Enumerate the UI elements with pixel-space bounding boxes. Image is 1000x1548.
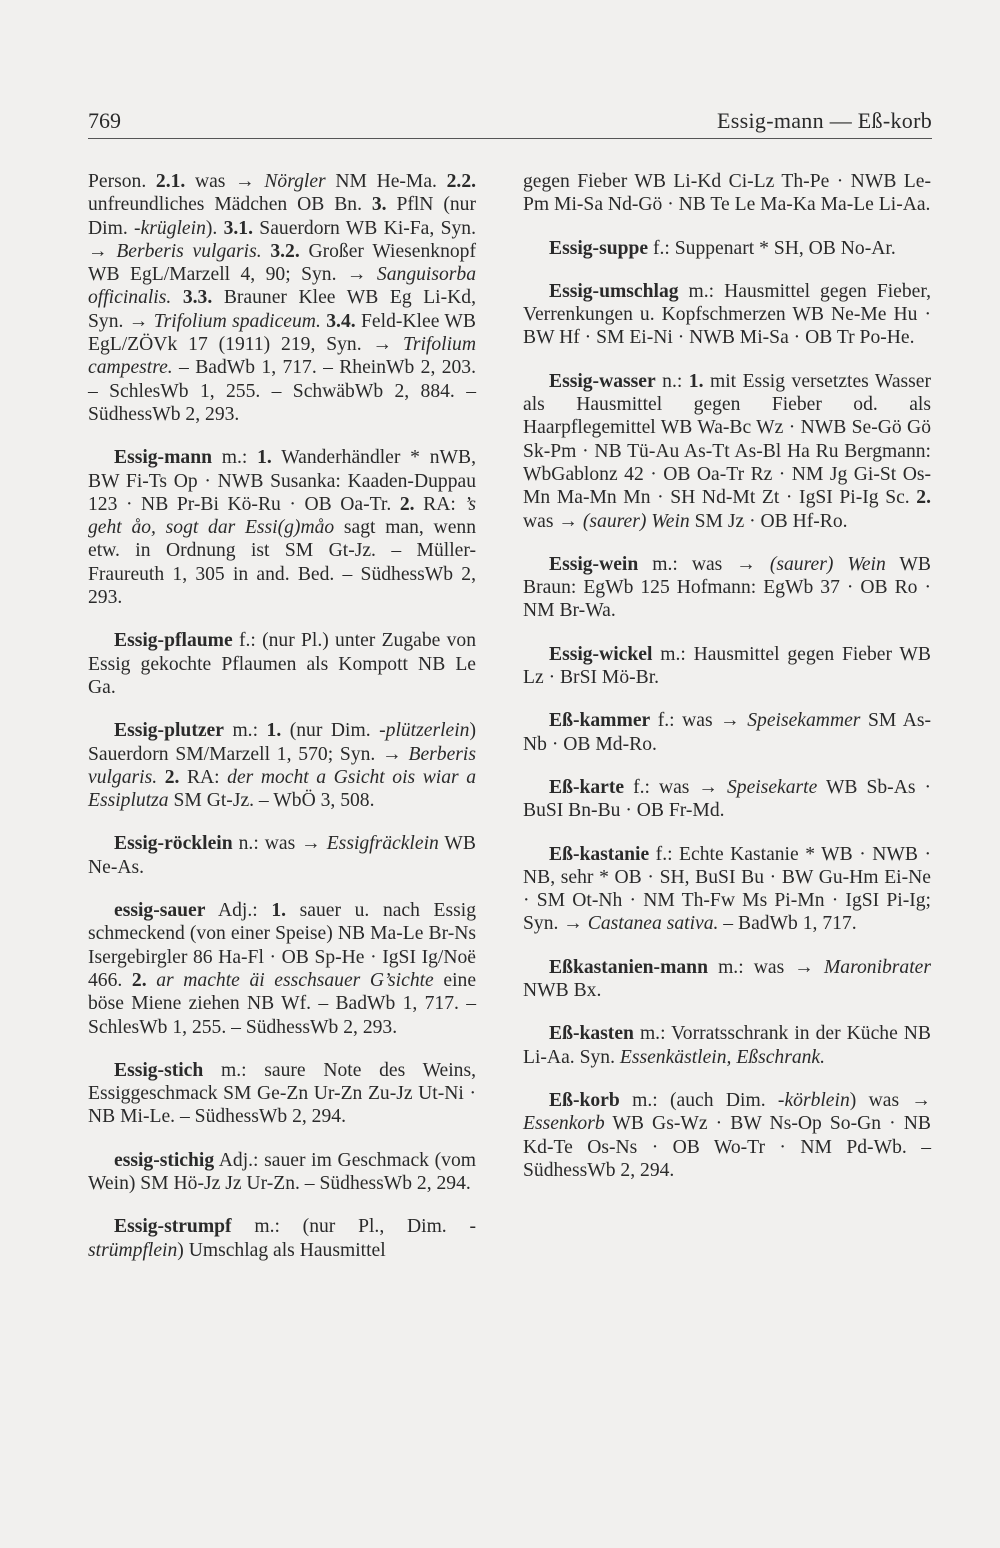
dictionary-entry (523, 709, 931, 756)
headword: 2. (164, 766, 180, 788)
left-column (88, 170, 476, 1282)
entry-text: Adj.: (205, 900, 272, 922)
headword: Essig-wasser (549, 370, 656, 392)
entry-text: was → (185, 171, 265, 192)
headword: Essig-röcklein (114, 833, 233, 855)
headword: Eß-karte (549, 776, 625, 798)
italic-text: -körblein (777, 1089, 850, 1111)
headword: Essig-pflaume (114, 630, 233, 652)
entry-text: m.: was → (707, 956, 824, 978)
headword: 1. (266, 720, 282, 742)
italic-text: ar machte äi esschsauer G’sichte (156, 969, 434, 991)
headword: Eß-kastanie (549, 843, 650, 865)
entry-text: Adj.: sauer im Geschmack (vom Wein) SM Hö-Jz Jz Ur-Zn. – SüdhessWb 2, 294. (88, 1149, 476, 1194)
dictionary-entry (88, 899, 476, 1039)
headword: 2. (916, 487, 931, 509)
dictionary-entry (523, 370, 931, 533)
entry-text: (nur Dim. (281, 720, 380, 742)
entry-text: Feld-Klee WB EgL/ZÖVk 17 (1911) 219, Syn. → (88, 310, 476, 356)
entry-text: SM Jz · OB Hf-Ro. (689, 510, 848, 532)
dictionary-entry (523, 553, 931, 623)
italic-text: (saurer) Wein (582, 510, 690, 532)
entry-text: m.: (223, 720, 267, 742)
headword: Essig-stich (114, 1059, 204, 1081)
entry-text: n.: was → (232, 833, 327, 855)
entry-text: f.: (nur Pl.) unter Zugabe von Essig gekochte Pflaumen als Kompott NB Le Ga. (88, 630, 476, 698)
dictionary-entry (88, 719, 476, 812)
headword: 3.1. (223, 217, 253, 239)
dictionary-entry (88, 446, 476, 609)
headword: Eß-kasten (549, 1023, 634, 1045)
entry-text: unfreundliches Mädchen OB Bn. (88, 194, 372, 216)
italic-text: Speisekammer (747, 710, 861, 732)
entry-continuation (523, 170, 931, 217)
entry-text: f.: was → (650, 710, 748, 732)
italic-text: Nörgler (264, 171, 326, 192)
entry-text: m.: (212, 447, 258, 469)
headword: 3. (371, 194, 387, 216)
entry-text (171, 287, 183, 308)
italic-text: (saurer) Wein (769, 553, 886, 575)
headword: Eßkastanien-mann (549, 956, 708, 978)
entry-text: NWB Bx. (523, 980, 602, 1002)
headword: Eß-korb (549, 1089, 620, 1111)
headword: 2. (131, 969, 147, 991)
dictionary-entry (523, 956, 931, 1003)
entry-text: m.: (auch Dim. (619, 1089, 778, 1111)
italic-text: ’s geht åo, sogt dar Essi(g)måo (88, 493, 476, 539)
headword: 3.3. (182, 287, 213, 309)
entry-text: NM He-Ma. (325, 171, 447, 192)
headword: essig-sauer (114, 900, 206, 922)
entry-text: f.: was → (624, 776, 727, 798)
entry-text: n.: (655, 370, 689, 392)
entry-text: – BadWb 1, 717. – RheinWb 2, 203. – SchlesWb 1, 255. – SchwäbWb 2, 884. – SüdhessWb 2, 293. (88, 357, 476, 425)
headword: 1. (271, 900, 287, 922)
dictionary-entry (523, 843, 931, 936)
entry-text (147, 970, 157, 991)
dictionary-entry (523, 280, 931, 350)
headword: 1. (257, 447, 272, 469)
italic-text: der mocht a Gsicht ois wiar a Essiplutza (88, 766, 476, 812)
entry-text: ). (205, 217, 224, 239)
entry-text: WB Sb-As · BuSI Bn-Bu · OB Fr-Md. (523, 776, 931, 822)
italic-text: Maronibrater (823, 956, 931, 978)
italic-text: Essenkästlein, Eßschrank. (619, 1046, 826, 1068)
right-column (523, 170, 931, 1202)
dictionary-entry (523, 237, 931, 260)
entry-text: sagt man, wenn etw. in Ordnung ist SM Gt-Jz. – Müller-Fraureuth 1, 305 in and. Bed. – SüdhessWb 2, 293. (88, 517, 476, 609)
headword: Essig-umschlag (549, 280, 679, 302)
headword: Essig-plutzer (114, 720, 224, 742)
entry-text: was → (523, 510, 583, 532)
entry-text: eine böse Miene ziehen NB Wf. – BadWb 1, 717. – SchlesWb 1, 255. – SüdhessWb 2, 293. (88, 969, 477, 1038)
entry-text: Großer Wiesenknopf WB EgL/Marzell 4, 90; Syn. → (88, 240, 476, 286)
headword: essig-stichig (114, 1149, 215, 1171)
entry-text: WB Ne-As. (88, 833, 476, 878)
entry-text: SM As-Nb · OB Md-Ro. (523, 710, 931, 755)
entry-continuation (88, 170, 476, 426)
headword: Eß-kammer (549, 710, 651, 732)
italic-text: Trifolium campestre. (88, 334, 476, 379)
entry-text: f.: Suppenart * SH, OB No-Ar. (648, 237, 896, 259)
entry-text: m.: (nur Pl., Dim. (231, 1216, 470, 1238)
headword: 1. (688, 370, 704, 392)
dictionary-entry (523, 1089, 931, 1182)
headword: 2. (399, 493, 415, 515)
page-header (88, 108, 932, 139)
italic-text: Trifolium spadiceum. (153, 310, 321, 332)
entry-text: ) Sauerdorn SM/Marzell 1, 570; Syn. → (88, 720, 476, 765)
italic-text: Berberis vulgaris. (116, 240, 262, 262)
entry-text: m.: Hausmittel gegen Fieber, Verrenkungen u. Kopfschmerzen WB Ne-Me Hu · BW Hf · SM Ei-Ni · NWB Mi-Sa · OB Tr Po-He. (523, 280, 931, 349)
entry-text: WB Braun: EgWb 125 Hofmann: EgWb 37 · OB Ro · NM Br-Wa. (523, 553, 931, 622)
entry-text: Wanderhändler * nWB, BW Fi-Ts Op · NWB Susanka: Kaaden-Duppau 123 · NB Pr-Bi Kö-Ru · OB Oa-Tr. (88, 447, 476, 515)
dictionary-entry (523, 776, 931, 823)
page-number: 769 (88, 108, 121, 133)
headword: 3.4. (326, 310, 356, 332)
dictionary-entry (88, 1215, 476, 1262)
headword: 2.2. (446, 171, 477, 192)
headword: 2.1. (155, 171, 186, 192)
entry-text: Sauerdorn WB Ki-Fa, Syn. → (88, 217, 476, 262)
dictionary-entry (523, 1022, 931, 1069)
dictionary-entry (523, 643, 931, 690)
dictionary-entry (88, 832, 476, 879)
entry-text: Brauner Klee WB Eg Li-Kd, Syn. → (88, 287, 476, 332)
entry-text (157, 767, 165, 788)
entry-text: – BadWb 1, 717. (718, 913, 857, 935)
entry-text: gegen Fieber WB Li-Kd Ci-Lz Th-Pe · NWB Le-Pm Mi-Sa Nd-Gö · NB Te Le Ma-Ka Ma-Le Li-Aa. (523, 171, 931, 216)
italic-text: Essigfräcklein (326, 833, 439, 855)
headword: Essig-strumpf (114, 1216, 232, 1238)
entry-text: RA: (179, 766, 228, 788)
italic-text: Essenkorb (523, 1113, 605, 1135)
entry-text: m.: saure Note des Weins, Essiggeschmack SM Ge-Zn Ur-Zn Zu-Jz Ut-Ni · NB Mi-Le. – SüdhessWb 2, 294. (88, 1059, 476, 1128)
headword: Essig-wein (549, 553, 639, 575)
entry-range-title: Essig-mann — Eß-korb (717, 108, 932, 133)
entry-text: Person. (88, 171, 156, 192)
entry-text: mit Essig versetztes Wasser als Hausmittel gegen Fieber od. als Haarpflegemittel WB Wa-Bc Wz · NWB Se-Gö Gö Sk-Pm · NB Tü-Au As-Tt As-Bl Ha Ru Bergmann: WbGablonz 42 · OB Oa-Tr Rz · NM Jg Gi-St Os-Mn Ma-Mn Mn · SH Nd-Mt Zt · IgSI Pi-Ig Sc. (523, 370, 931, 509)
dictionary-entry (88, 629, 476, 699)
italic-text: Sanguisorba officinalis. (88, 264, 476, 309)
entry-text: m.: Vorratsschrank in der Küche NB Li-Aa. Syn. (523, 1023, 931, 1068)
entry-text: ) Umschlag als Hausmittel (177, 1239, 386, 1261)
entry-text: SM Gt-Jz. – WbÖ 3, 508. (168, 790, 375, 812)
dictionary-entry (88, 1059, 476, 1129)
headword: Essig-mann (114, 447, 212, 469)
headword: 3.2. (270, 240, 300, 262)
entry-text: f.: Echte Kastanie * WB · NWB · NB, sehr * OB · SH, BuSI Bu · BW Gu-Hm Ei-Ne · SM Ot-Nh · NM Th-Fw Ms Pi-Mn · IgSI Pi-Ig; Syn. → (523, 843, 931, 935)
italic-text: Berberis vulgaris. (88, 743, 476, 788)
headword: Essig-wickel (549, 643, 653, 665)
italic-text: -krüglein (134, 217, 206, 239)
italic-text: Speisekarte (726, 776, 818, 798)
dictionary-entry (88, 1149, 476, 1196)
entry-text: WB Gs-Wz · BW Ns-Op So-Gn · NB Kd-Te Os-Ns · OB Wo-Tr · NM Pd-Wb. – SüdhessWb 2, 294. (523, 1113, 931, 1181)
entry-text: m.: was → (638, 553, 770, 575)
italic-text: Castanea sativa. (587, 913, 719, 935)
headword: Essig-suppe (549, 237, 649, 259)
entry-text: sauer u. nach Essig schmeckend (von einer Speise) NB Ma-Le Br-Ns Isergebirgler 86 Ha-Fl · OB Sp-He · IgSI Ig/Noë 466. (88, 900, 477, 991)
entry-text: PflN (nur Dim. (88, 194, 476, 239)
italic-text: -strümpflein (88, 1216, 476, 1261)
entry-text: m.: Hausmittel gegen Fieber WB Lz · BrSI Mö-Br. (523, 643, 931, 689)
italic-text: -plützerlein (379, 720, 470, 742)
entry-text: RA: (414, 493, 465, 515)
entry-text: ) was → (849, 1089, 931, 1111)
